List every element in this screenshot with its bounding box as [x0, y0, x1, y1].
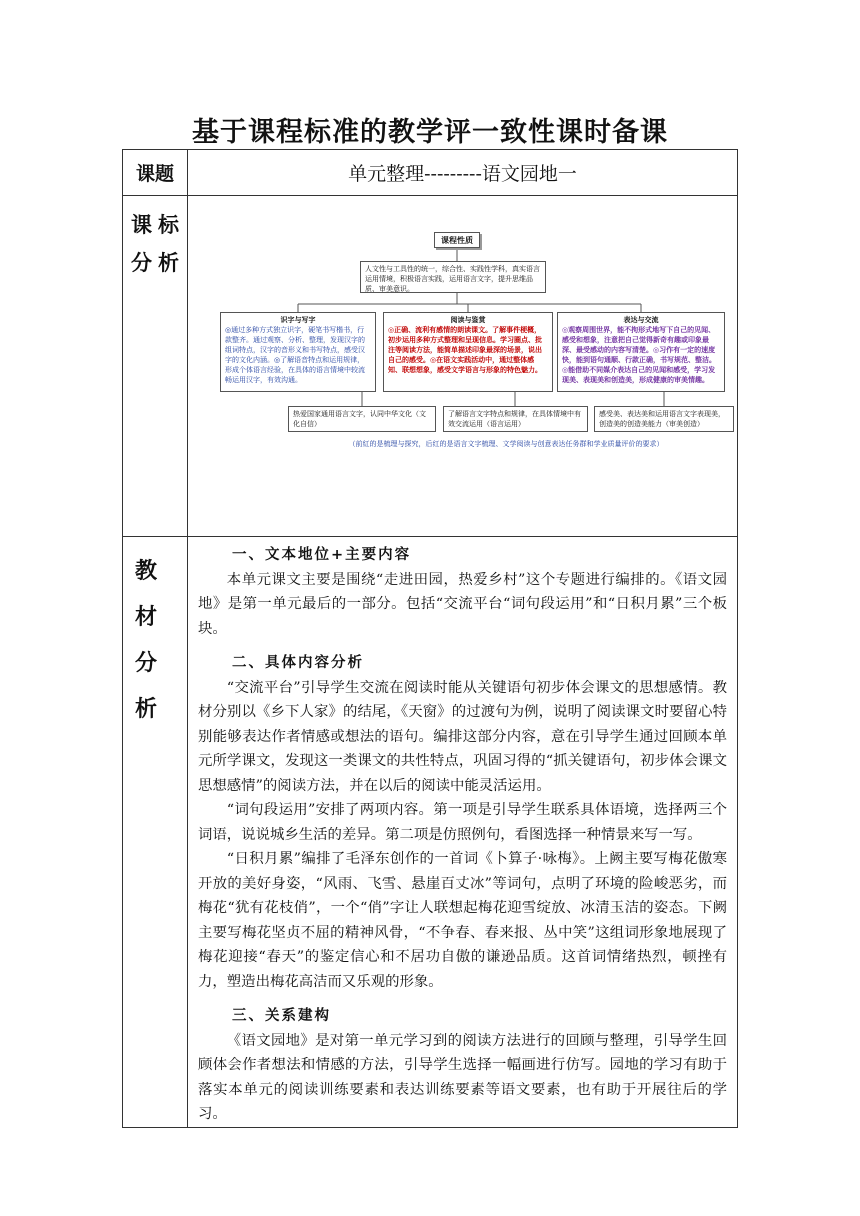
material-cell	[188, 537, 738, 1128]
paragraph: 本单元课文主要是围绕“走进田园，热爱乡村”这个专题进行编排的。《语文园地》是第一单元最后的一部分。包括“交流平台“词句段运用”和“日积月累”三个板块。	[198, 571, 727, 637]
reading-appreciation-text: ◎正确、流利有感情的朗读课文。了解事件梗概，初步运用多种方式整理和呈现信息。学习圈点、批注等阅读方法，能简单描述印象最深的场景，说出自己的感受。◎在语文实践活动中，通过整体感知、联想想象，感受文学语言与形象的特色魅力。	[388, 326, 542, 374]
literacy-writing-text: ◎通过多种方式独立识字，硬笔书写楷书，行款整齐。通过观察、分析、整理，发现汉字的组词特点，汉字的音形义和书写特点，感受汉字的文化内涵。◎了解语音特点和运用规律，形成个体语言经验，在具体的语言情境中较流畅运用汉字，有效沟通。	[225, 326, 365, 384]
paragraph: 《语文园地》是对第一单元学习到的阅读方法进行的回顾与整理，引导学生回顾体会作者想法和情感的方法，引导学生选择一幅画进行仿写。园地的学习有助于落实本单元的阅读训练要素和表达训练要素等语文要素，也有助于开展往后的学习。	[198, 1032, 727, 1122]
material-label-char: 材	[135, 605, 158, 630]
standard-label: 课标分析	[123, 196, 188, 537]
material-label-char: 析	[135, 697, 158, 722]
course-nature-box: 课程性质	[434, 232, 480, 248]
lesson-plan-table	[122, 149, 738, 1128]
reading-appreciation-box	[383, 312, 553, 392]
material-label-char: 教	[135, 559, 158, 584]
literacy-writing-title: 识字与写字	[280, 316, 316, 324]
aesthetic-creation-box: 感受美、表达美和运用语言文字表现美，创造美的创造美能力（审美创造）	[594, 406, 734, 432]
literacy-writing-box	[220, 312, 376, 392]
paragraph: “词句段运用”安排了两项内容。第一项是引导学生联系具体语境，选择两三个词语，说说城乡生活的差异。第二项是仿照例句，看图选择一种情景来写一写。	[198, 802, 727, 843]
expression-communication-text: ◎观察周围世界，能不拘形式地写下自己的见闻、感受和想象，注意把自己觉得新奇有趣或印象最深、最受感动的内容写清楚。◎习作有一定的速度快，能到语句通顺、行款正确，书写规范、整洁。◎能借助不同媒介表达自己的见闻和感受，学习发现美、表现美和创造美，形成健康的审美情趣。	[562, 326, 716, 384]
material-row	[123, 537, 738, 1128]
material-label	[123, 537, 188, 1128]
reading-appreciation-title: 阅读与鉴赏	[450, 316, 486, 324]
section-heading: 一、文本地位+主要内容	[232, 547, 412, 563]
paragraph: “日积月累”编排了毛泽东创作的一首词《卜算子·咏梅》。上阙主要写梅花傲寒开放的美好身姿，“风雨、飞雪、悬崖百丈冰”等词句，点明了环境的险峻恶劣，而梅花“犹有花枝俏”，一个“俏”字让人联想起梅花迎雪绽放、冰清玉洁的姿态。下阙主要写梅花坚贞不屈的精神风骨，“不争春、春来报、丛中笑”这组词形象地展现了梅花迎接“春天”的鉴定信心和不居功自傲的谦逊品质。这首词情绪热烈，顿挫有力，塑造出梅花高洁而又乐观的形象。	[198, 851, 727, 990]
topic-row	[123, 150, 738, 196]
document-title: 基于课程标准的教学评一致性课时备课	[192, 117, 668, 148]
diagram-caption: （前紅的是梳理与探究，后红的是语言文字梳理、文学阅读与创意表达任务群和学业质量评价的要求）	[348, 440, 664, 448]
section-heading: 二、具体内容分析	[232, 655, 364, 671]
material-label-char: 分	[135, 651, 158, 676]
expression-communication-title: 表达与交流	[623, 316, 659, 324]
section-heading: 三、关系建构	[232, 1008, 331, 1024]
topic-value: 单元整理---------语文园地一	[188, 150, 738, 196]
language-use-box: 了解语言文字特点和规律，在具体情境中有效交流运用（语言运用）	[443, 406, 588, 432]
cultural-confidence-box: 热爱国家通用语言文字，认同中华文化（文化自信）	[288, 406, 436, 432]
expression-communication-box	[557, 312, 725, 392]
topic-label: 课题	[123, 150, 188, 196]
curriculum-diagram	[200, 224, 760, 464]
standard-row	[123, 196, 738, 537]
nature-description-box: 人文性与工具性的统一，综合性、实践性学科，真实语言运用情境，积极语言实践，运用语言文字，提升思维品质、审美意识。	[360, 261, 546, 293]
standard-cell	[188, 196, 738, 537]
paragraph: “交流平台”引导学生交流在阅读时能从关键语句初步体会课文的思想感情。教材分别以《乡下人家》的结尾，《天窗》的过渡句为例，说明了阅读课文时要留心特别能够表达作者情感或想法的语句。编排这部分内容，意在引导学生通过回顾本单元所学课文，发现这一类课文的共性特点，巩固习得的“抓关键语句，初步体会课文思想感情”的阅读方法，并在以后的阅读中能灵活运用。	[198, 679, 727, 794]
